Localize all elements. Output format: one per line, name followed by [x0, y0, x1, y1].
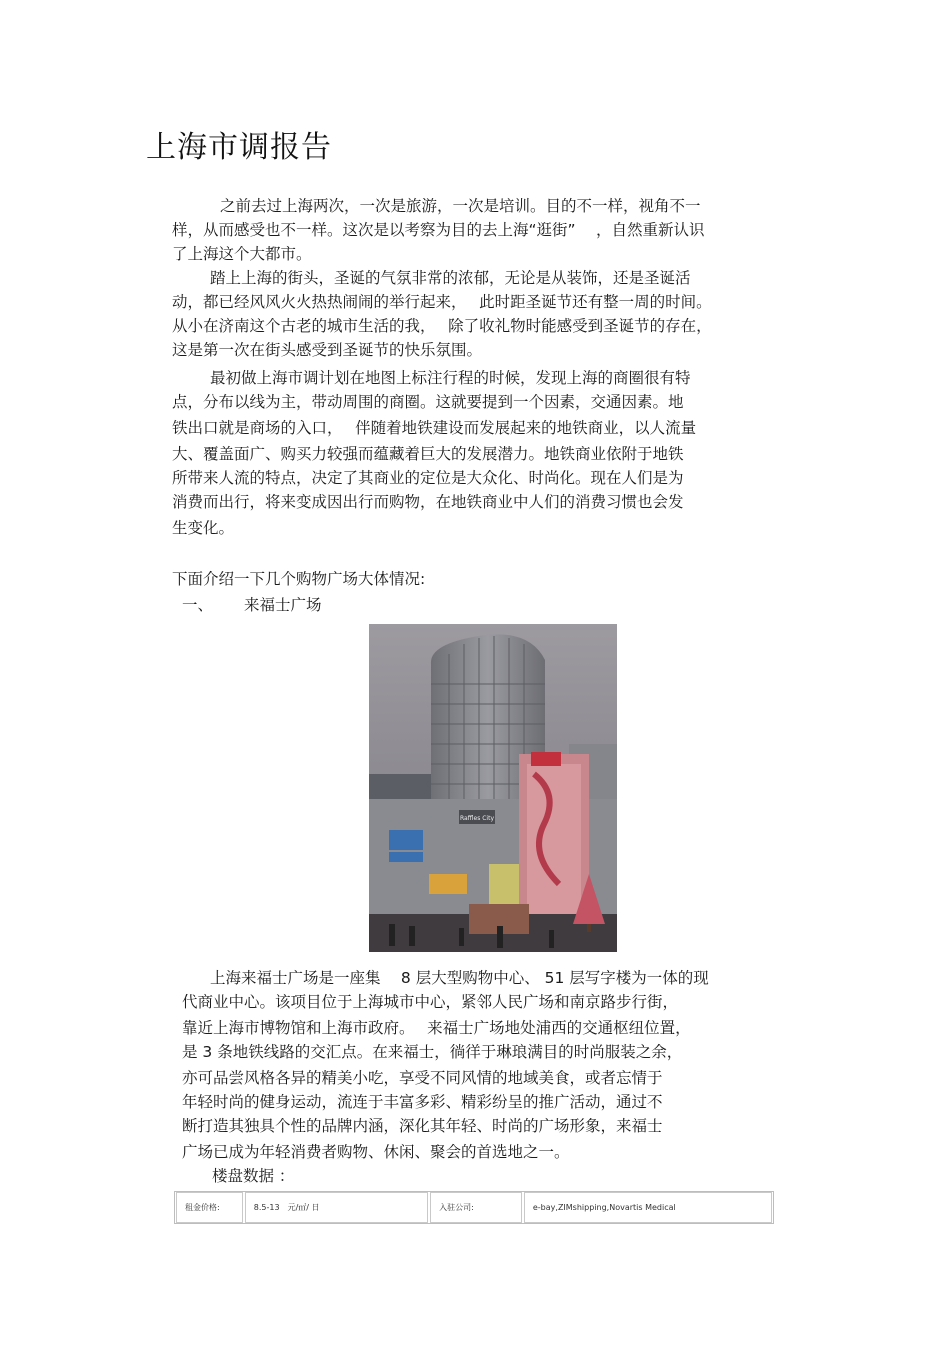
description-line-6: 年轻时尚的健身运动，流连于丰富多彩、精彩纷呈的推广活动，通过不: [182, 1093, 663, 1111]
paragraph-3-line-2: 点，分布以线为主，带动周围的商圈。这就要提到一个因素，交通因素。地: [172, 393, 684, 411]
paragraph-1-line-3: 了上海这个大都市。: [172, 245, 312, 263]
page-title: 上海市调报告: [146, 130, 332, 165]
description-line-4: 是 3 条地铁线路的交汇点。在来福士，徜徉于琳琅满目的时尚服装之余，: [182, 1043, 683, 1061]
paragraph-3-line-3: 铁出口就是商场的入口， 伴随着地铁建设而发展起来的地铁商业，以人流量: [172, 419, 697, 437]
description-line-3: 靠近上海市博物馆和上海市政府。 来福士广场地处浦西的交通枢纽位置，: [182, 1019, 691, 1037]
intro-line: 下面介绍一下几个购物广场大体情况:: [172, 570, 426, 588]
tenants-value-cell: e-bay,ZIMshipping,Novartis Medical: [524, 1192, 772, 1223]
paragraph-3-line-4: 大、覆盖面广、购买力较强而蕴藏着巨大的发展潜力。地铁商业依附于地铁: [172, 445, 684, 463]
paragraph-3-line-6: 消费而出行，将来变成因出行而购物，在地铁商业中人们的消费习惯也会发: [172, 493, 684, 511]
data-label: 楼盘数据 ：: [212, 1167, 295, 1185]
rent-label-cell: 租金价格:: [176, 1192, 243, 1223]
description-line-5: 亦可品尝风格各异的精美小吃，享受不同风情的地域美食，或者忘情于: [182, 1069, 663, 1087]
description-line-8: 广场已成为年轻消费者购物、休闲、聚会的首选地之一。: [182, 1143, 570, 1161]
paragraph-2-line-3: 从小在济南这个古老的城市生活的我， 除了收礼物时能感受到圣诞节的存在，: [172, 317, 712, 335]
paragraph-1-line-1: 之前去过上海两次，一次是旅游，一次是培训。目的不一样，视角不一: [220, 197, 701, 215]
section-1-number: 一、: [182, 596, 214, 614]
description-line-7: 断打造其独具个性的品牌内涵，深化其年轻、时尚的广场形象，来福士: [182, 1117, 663, 1135]
paragraph-3-line-5: 所带来人流的特点，决定了其商业的定位是大众化、时尚化。现在人们是为: [172, 469, 684, 487]
paragraph-1-line-2: 样，从而感受也不一样。这次是以考察为目的去上海“逛街” ，自然重新认识: [172, 221, 705, 239]
paragraph-2-line-1: 踏上上海的街头，圣诞的气氛非常的浓郁，无论是从装饰，还是圣诞活: [210, 269, 691, 287]
property-data-table: [174, 1191, 774, 1224]
paragraph-3-line-7: 生变化。: [172, 519, 235, 537]
raffles-city-sign: Raffles City: [460, 815, 494, 822]
section-1-heading: 来福士广场: [244, 596, 322, 614]
description-line-1: 上海来福士广场是一座集 8 层大型购物中心、 51 层写字楼为一体的现: [210, 969, 709, 987]
description-line-2: 代商业中心。该项目位于上海城市中心，紧邻人民广场和南京路步行街，: [182, 993, 679, 1011]
paragraph-3-line-1: 最初做上海市调计划在地图上标注行程的时候，发现上海的商圈很有特: [210, 369, 691, 387]
tenants-label-cell: 入驻公司:: [430, 1192, 522, 1223]
paragraph-2-line-4: 这是第一次在街头感受到圣诞节的快乐氛围。: [172, 341, 483, 359]
paragraph-2-line-2: 动，都已经风风火火热热闹闹的举行起来， 此时距圣诞节还有整一周的时间。: [172, 293, 712, 311]
raffles-city-photo: [369, 624, 617, 952]
rent-value-cell: 8.5-13 元/㎡/ 日: [245, 1192, 428, 1223]
